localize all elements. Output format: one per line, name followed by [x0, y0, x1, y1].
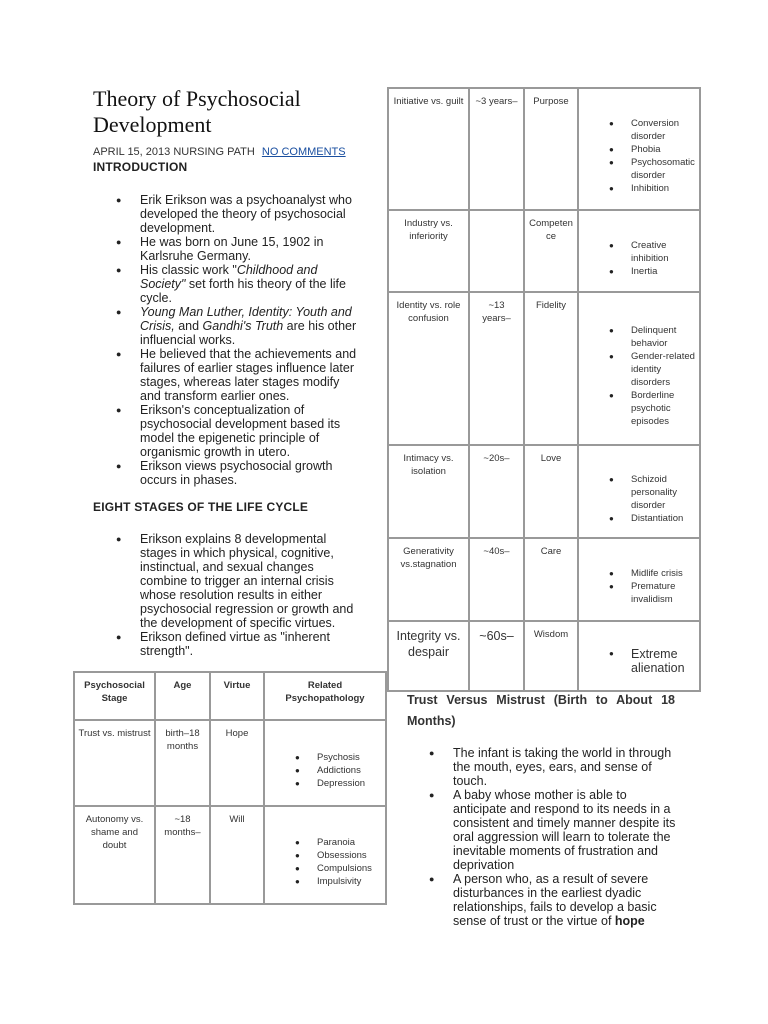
- psychopathology-item: ● Psychosis: [317, 751, 385, 764]
- psychopathology-item: ● Paranoia: [317, 836, 385, 849]
- text-run: Erik Erikson was a psychoanalyst who developed the theory of psychosocial development.: [140, 193, 352, 235]
- italic-text: Young Man Luther, Identity: Youth and Crisis,: [140, 305, 352, 333]
- psychopathology-item: ● Psychosomatic disorder: [631, 156, 699, 182]
- psychopathology-item: ● Schizoid personality disorder: [631, 473, 699, 512]
- psychopathology-cell: [264, 806, 386, 904]
- text-run: He was born on June 15, 1902 in Karlsruhe Germany.: [140, 235, 324, 263]
- psychopathology-cell: [578, 88, 700, 210]
- stage-cell: Generativity vs.stagnation: [388, 538, 469, 621]
- list-item: [140, 347, 360, 403]
- list-item: [453, 746, 678, 788]
- stages-table-left: [73, 671, 387, 905]
- stage-cell: Intimacy vs. isolation: [388, 445, 469, 538]
- text-run: His classic work ": [140, 263, 237, 277]
- psychopathology-list: [579, 473, 699, 525]
- table-row: [388, 445, 700, 538]
- stages-list: [140, 532, 362, 658]
- bold-text: hope: [614, 914, 645, 928]
- psychopathology-cell: [264, 720, 386, 806]
- psychopathology-list: [579, 647, 699, 675]
- psychopathology-cell: [578, 621, 700, 691]
- virtue-cell: Fidelity: [524, 292, 578, 445]
- post-date: APRIL 15, 2013: [93, 146, 171, 158]
- psychopathology-item: ● Distantiation: [631, 512, 699, 525]
- post-meta: [93, 146, 346, 158]
- virtue-cell: Will: [210, 806, 264, 904]
- list-item: [140, 532, 362, 630]
- age-cell: ~13 years–: [469, 292, 524, 445]
- psychopathology-item: ● Depression: [317, 777, 385, 790]
- virtue-cell: Hope: [210, 720, 264, 806]
- virtue-cell: Care: [524, 538, 578, 621]
- list-item: [140, 459, 360, 487]
- italic-text: Childhood and Society": [140, 263, 318, 291]
- list-item: [140, 305, 360, 347]
- text-run: A baby whose mother is able to anticipate and respond to its needs in a consistent and timely manner despite its oral aggression will learn to tolerate the inevitable moments of frustration and deprivation: [453, 788, 676, 872]
- table-row: [388, 538, 700, 621]
- text-run: Erikson defined virtue as "inherent strength".: [140, 630, 330, 658]
- psychopathology-item: ● Addictions: [317, 764, 385, 777]
- virtue-cell: Competence: [524, 210, 578, 292]
- list-item: [453, 788, 678, 872]
- virtue-cell: Purpose: [524, 88, 578, 210]
- text-run: Erikson views psychosocial growth occurs in phases.: [140, 459, 333, 487]
- psychopathology-item: ● Gender-related identity disorders: [631, 350, 699, 389]
- stage-cell: Industry vs. inferiority: [388, 210, 469, 292]
- text-run: Erikson explains 8 developmental stages in which physical, cognitive, instinctual, and sexual changes combine to trigger an internal crisis whose resolution results in either psychosocial regression or growth and the development of specific virtues.: [140, 532, 354, 630]
- table-row: [74, 806, 386, 904]
- psychopathology-cell: [578, 292, 700, 445]
- age-cell: ~40s–: [469, 538, 524, 621]
- age-cell: ~20s–: [469, 445, 524, 538]
- list-item: [140, 263, 360, 305]
- header-stage: Psychosocial Stage: [74, 672, 155, 720]
- psychopathology-item: ● Phobia: [631, 143, 699, 156]
- psychopathology-item: ● Inertia: [631, 265, 699, 278]
- list-item: [453, 872, 678, 928]
- table-row: [388, 292, 700, 445]
- psychopathology-item: ● Extreme alienation: [631, 647, 699, 675]
- text-run: The infant is taking the world in through the mouth, eyes, ears, and sense of touch.: [453, 746, 672, 788]
- stage-cell: Initiative vs. guilt: [388, 88, 469, 210]
- stage-cell: Trust vs. mistrust: [74, 720, 155, 806]
- trust-section-heading: Trust Versus Mistrust (Birth to About 18 Months): [407, 693, 675, 728]
- text-run: He believed that the achievements and failures of earlier stages influence later stages, whereas later stages modify and transform earlier ones.: [140, 347, 357, 403]
- psychopathology-list: [579, 117, 699, 195]
- psychopathology-cell: [578, 538, 700, 621]
- psychopathology-item: ● Impulsivity: [317, 875, 385, 888]
- psychopathology-item: ● Delinquent behavior: [631, 324, 699, 350]
- text-run: Erikson's conceptualization of psychosocial development based its model the epigenetic principle of organismic growth in utero.: [140, 403, 341, 459]
- trust-section-list: [453, 746, 678, 928]
- text-run: and: [174, 319, 203, 333]
- table-row: [74, 720, 386, 806]
- psychopathology-item: ● Borderline psychotic episodes: [631, 389, 699, 428]
- stage-cell: Integrity vs. despair: [388, 621, 469, 691]
- psychopathology-item: ● Inhibition: [631, 182, 699, 195]
- psychopathology-item: ● Conversion disorder: [631, 117, 699, 143]
- age-cell: ~60s–: [469, 621, 524, 691]
- stage-cell: Autonomy vs. shame and doubt: [74, 806, 155, 904]
- stages-heading: EIGHT STAGES OF THE LIFE CYCLE: [93, 500, 309, 514]
- page-title: Theory of Psychosocial Development: [93, 86, 301, 137]
- age-cell: [469, 210, 524, 292]
- psychopathology-list: [265, 836, 385, 888]
- psychopathology-cell: [578, 210, 700, 292]
- text-run: A person who, as a result of severe disturbances in the earliest dyadic relationships, fails to develop a basic sense of trust or the virtue of: [453, 872, 657, 928]
- psychopathology-list: [579, 324, 699, 428]
- psychopathology-item: ● Midlife crisis: [631, 567, 699, 580]
- psychopathology-list: [579, 239, 699, 278]
- header-psychopathology: Related Psychopathology: [264, 672, 386, 720]
- list-item: [140, 235, 360, 263]
- psychopathology-item: ● Creative inhibition: [631, 239, 699, 265]
- introduction-heading: INTRODUCTION: [93, 160, 188, 174]
- stage-cell: Identity vs. role confusion: [388, 292, 469, 445]
- comments-link[interactable]: NO COMMENTS: [261, 146, 346, 158]
- introduction-list: [140, 193, 360, 487]
- psychopathology-list: [265, 751, 385, 790]
- age-cell: ~3 years–: [469, 88, 524, 210]
- text-run: set forth his theory of the life cycle.: [140, 277, 346, 305]
- psychopathology-item: ● Compulsions: [317, 862, 385, 875]
- virtue-cell: Wisdom: [524, 621, 578, 691]
- list-item: [140, 403, 360, 459]
- age-cell: ~18 months–: [155, 806, 210, 904]
- virtue-cell: Love: [524, 445, 578, 538]
- text-run: are his other influencial works.: [140, 319, 357, 347]
- list-item: [140, 630, 362, 658]
- stages-table-right: [387, 87, 701, 692]
- list-item: [140, 193, 360, 235]
- header-age: Age: [155, 672, 210, 720]
- table-row: [388, 621, 700, 691]
- psychopathology-list: [579, 567, 699, 606]
- psychopathology-cell: [578, 445, 700, 538]
- table-row: [388, 210, 700, 292]
- header-virtue: Virtue: [210, 672, 264, 720]
- table-header-row: [74, 672, 386, 720]
- age-cell: birth–18 months: [155, 720, 210, 806]
- psychopathology-item: ● Premature invalidism: [631, 580, 699, 606]
- psychopathology-item: ● Obsessions: [317, 849, 385, 862]
- post-source: NURSING PATH: [173, 146, 255, 158]
- italic-text: Gandhi's Truth: [202, 319, 284, 333]
- table-row: [388, 88, 700, 210]
